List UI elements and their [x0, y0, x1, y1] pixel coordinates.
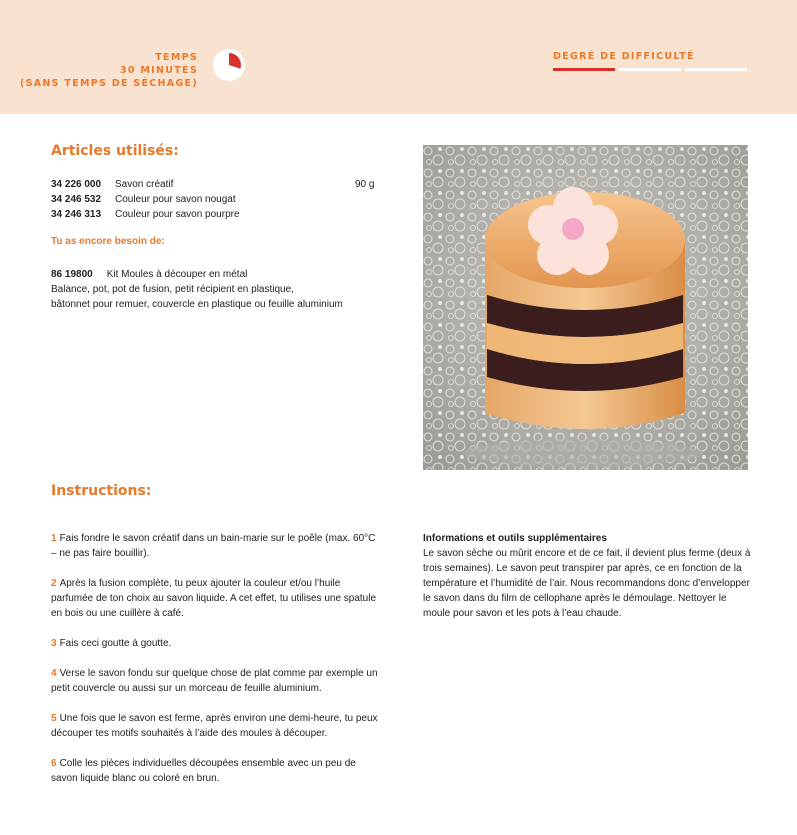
step-text: Colle les pièces individuelles découpées ensemble avec un peu de savon liquide blanc ou coloré en brun.: [51, 758, 356, 784]
article-qty: 90 g: [355, 179, 375, 190]
article-name: Couleur pour savon nougat: [115, 194, 236, 205]
step-text: Après la fusion complète, tu peux ajouter la couleur et/ou l’huile parfumée de ton choix au savon liquide. A cet effet, tu utilises une spatule en bois ou une cuillère à café.: [51, 578, 377, 619]
instructions-list: [51, 531, 381, 801]
extra-title: Tu as encore besoin de:: [51, 236, 165, 247]
instruction-step: [51, 531, 381, 561]
extra-line-1: Balance, pot, pot de fusion, petit récipient en plastique,: [51, 284, 294, 295]
articles-title: Articles utilisés:: [51, 143, 179, 159]
step-number: 1: [51, 533, 57, 544]
step-text: Fais fondre le savon créatif dans un bain-marie sur le poêle (max. 60°C – ne pas faire bouillir).: [51, 533, 376, 559]
time-value: 30 MINUTES: [120, 65, 198, 76]
info-text: Le savon sèche ou mûrit encore et de ce fait, il devient plus ferme (deux à trois semaines). Le savon peut transpirer par après, ce en fonction de la température et l’humidité de l’air. Nous recommandons donc d’envelopper le savon dans du film de cellophane après le démoulage. Nettoyer le moule pour savon et les pots à l’eau chaude.: [423, 548, 751, 619]
step-number: 3: [51, 638, 57, 649]
instruction-step: [51, 666, 381, 696]
soap-photo: [423, 145, 748, 470]
difficulty-bar-1: [553, 68, 615, 71]
extra-line-2: bâtonnet pour remuer, couvercle en plastique ou feuille aluminium: [51, 299, 343, 310]
step-text: Fais ceci goutte à goutte.: [59, 638, 172, 649]
step-text: Une fois que le savon est ferme, après environ une demi-heure, tu peux découper tes motifs souhaités à l’aide des moules à découper.: [51, 713, 378, 739]
article-code: 34 226 000: [51, 179, 102, 190]
instruction-step: [51, 711, 381, 741]
article-code: 34 246 532: [51, 194, 102, 205]
step-number: 6: [51, 758, 57, 769]
extra-code: 86 19800: [51, 269, 93, 280]
extra-kit-line: [51, 267, 381, 282]
article-name: Savon créatif: [115, 179, 174, 190]
step-number: 4: [51, 668, 57, 679]
clock-icon: [212, 48, 246, 82]
instruction-step: [51, 576, 381, 621]
time-label: TEMPS: [155, 52, 198, 63]
article-row: [51, 207, 381, 222]
difficulty-bar-2: [619, 68, 681, 71]
difficulty-label: DEGRÉ DE DIFFICULTÉ: [553, 51, 695, 62]
article-name: Couleur pour savon pourpre: [115, 209, 240, 220]
time-note: (SANS TEMPS DE SÉCHAGE): [20, 78, 198, 89]
instruction-step: [51, 636, 381, 651]
step-text: Verse le savon fondu sur quelque chose de plat comme par exemple un petit couvercle ou aussi sur un morceau de feuille aluminium.: [51, 668, 378, 694]
step-number: 5: [51, 713, 57, 724]
difficulty-bar-3: [685, 68, 747, 71]
time-block: [20, 51, 198, 90]
info-title: Informations et outils supplémentaires: [423, 533, 607, 544]
extra-list: [51, 267, 381, 312]
article-row: [51, 177, 381, 192]
step-number: 2: [51, 578, 57, 589]
instructions-title: Instructions:: [51, 483, 152, 499]
article-code: 34 246 313: [51, 209, 102, 220]
article-row: [51, 192, 381, 207]
articles-list: [51, 177, 381, 222]
instruction-step: [51, 756, 381, 786]
extra-kit: Kit Moules à découper en métal: [106, 269, 248, 280]
info-block: [423, 531, 753, 621]
